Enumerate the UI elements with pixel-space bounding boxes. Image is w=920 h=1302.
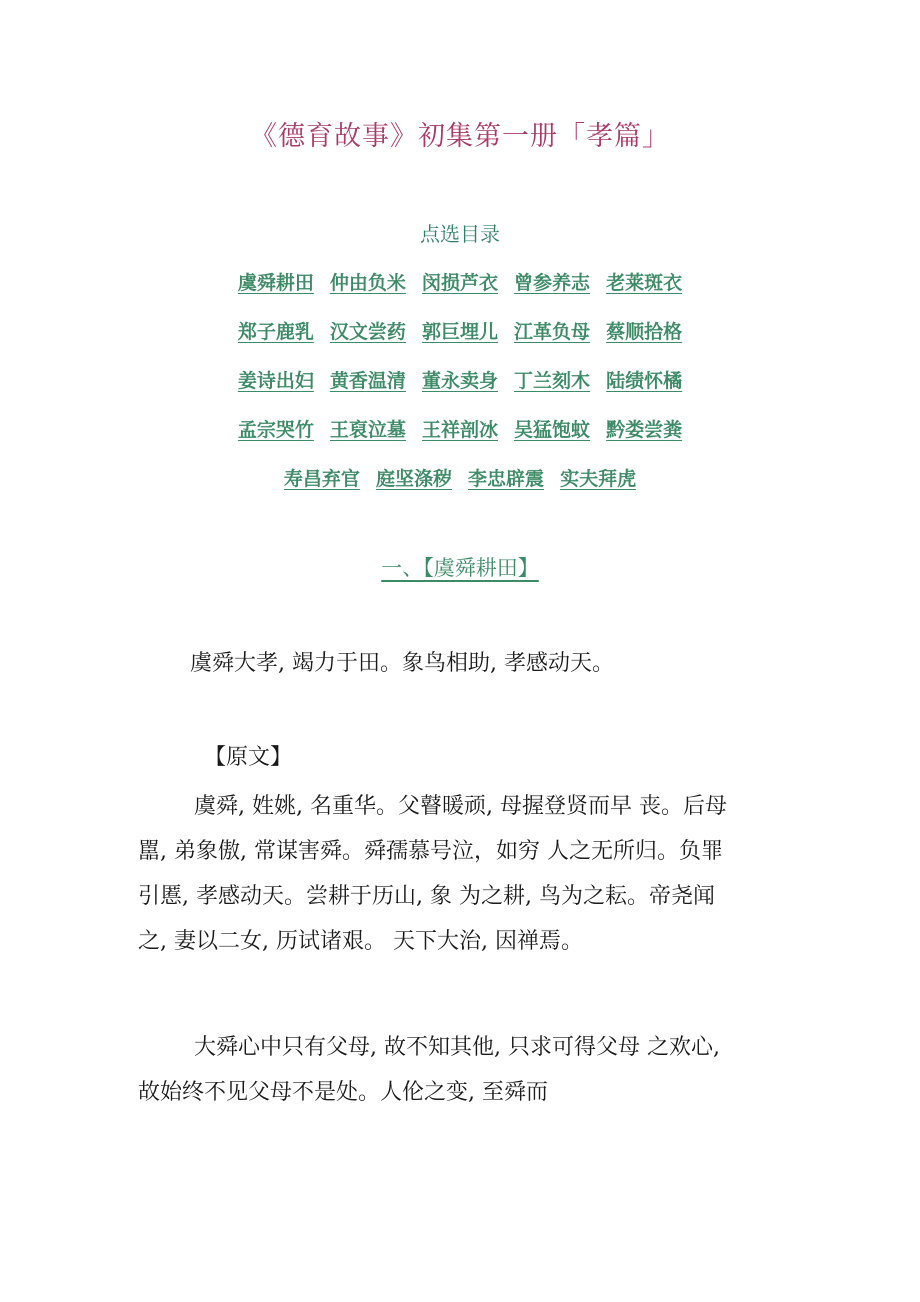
toc-link-mengzong-kuzhu[interactable]: 孟宗哭竹: [237, 419, 314, 441]
toc-link-zengshen-yangzhi[interactable]: 曾参养志: [514, 272, 591, 294]
toc-link-wangxiang-poubing[interactable]: 王祥剖冰: [421, 419, 498, 441]
paragraph-line: 虞舜, 姓姚, 名重华。父瞽暖顽, 母握登贤而早 丧。后母: [194, 794, 727, 819]
toc-link-tingjian-dihui[interactable]: 庭坚涤秽: [375, 468, 452, 490]
toc-row-5: [0, 462, 920, 511]
toc-link-wumeng-baowen[interactable]: 吴猛饱蚊: [514, 419, 591, 441]
toc-link-yushun-gengtian[interactable]: 虞舜耕田: [237, 272, 314, 294]
toc-link-luji-huaiju[interactable]: 陆绩怀橘: [606, 370, 683, 392]
toc-link-dongyong-maishen[interactable]: 董永卖身: [421, 370, 498, 392]
toc-link-jiangshi-chufu[interactable]: 姜诗出妇: [237, 370, 314, 392]
paragraph-line: 嚚, 弟象傲, 常谋害舜。舜孺慕号泣，如穷 人之无所归。负罪: [138, 839, 723, 864]
section-heading[interactable]: 一、【虞舜耕田】: [381, 556, 539, 580]
table-of-contents: [0, 266, 920, 511]
toc-link-wangpou-qimu[interactable]: 王裒泣墓: [329, 419, 406, 441]
original-text-paragraph: [138, 784, 788, 964]
paragraph-line: 大舜心中只有父母, 故不知其他, 只求可得父母 之欢心,: [194, 1035, 720, 1060]
toc-row-3: [0, 364, 920, 413]
toc-row-1: [0, 266, 920, 315]
toc-link-laolai-banyi[interactable]: 老莱斑衣: [606, 272, 683, 294]
toc-link-zhongyou-fumi[interactable]: 仲由负米: [329, 272, 406, 294]
toc-row-2: [0, 315, 920, 364]
toc-link-minsun-luyi[interactable]: 闵损芦衣: [421, 272, 498, 294]
toc-link-zhengzi-lulu[interactable]: 郑子鹿乳: [237, 321, 314, 343]
page-title: 《德育故事》初集第一册「孝篇」: [250, 121, 670, 152]
toc-link-caishun-shige[interactable]: 蔡顺拾格: [606, 321, 683, 343]
commentary-paragraph: [138, 1025, 788, 1115]
toc-link-jiangge-fumu[interactable]: 江革负母: [514, 321, 591, 343]
toc-heading: 点选目录: [420, 222, 500, 246]
toc-link-lizhong-pizhen[interactable]: 李忠辟震: [468, 468, 545, 490]
toc-link-guoju-maier[interactable]: 郭巨埋儿: [421, 321, 498, 343]
toc-link-hanwen-changyao[interactable]: 汉文尝药: [329, 321, 406, 343]
paragraph-line: 故始终不见父母不是处。人伦之变, 至舜而: [138, 1080, 548, 1105]
paragraph-line: 引慝, 孝感动天。尝耕于历山, 象 为之耕, 鸟为之耘。帝尧闻: [138, 884, 715, 909]
paragraph-line: 之, 妻以二女, 历试诸艰。 天下大治, 因禅焉。: [138, 929, 583, 954]
toc-link-shifu-baihu[interactable]: 实夫拜虎: [560, 468, 637, 490]
toc-link-dinglan-kemu[interactable]: 丁兰刻木: [514, 370, 591, 392]
toc-row-4: [0, 413, 920, 462]
original-text-label: 【原文】: [204, 745, 293, 770]
toc-link-qianlou-changfen[interactable]: 黔娄尝粪: [606, 419, 683, 441]
toc-link-shouchang-qiguan[interactable]: 寿昌弃官: [283, 468, 360, 490]
section-summary: 虞舜大孝, 竭力于田。象鸟相助, 孝感动天。: [190, 651, 614, 676]
toc-link-huangxiang-wenqing[interactable]: 黄香温清: [329, 370, 406, 392]
